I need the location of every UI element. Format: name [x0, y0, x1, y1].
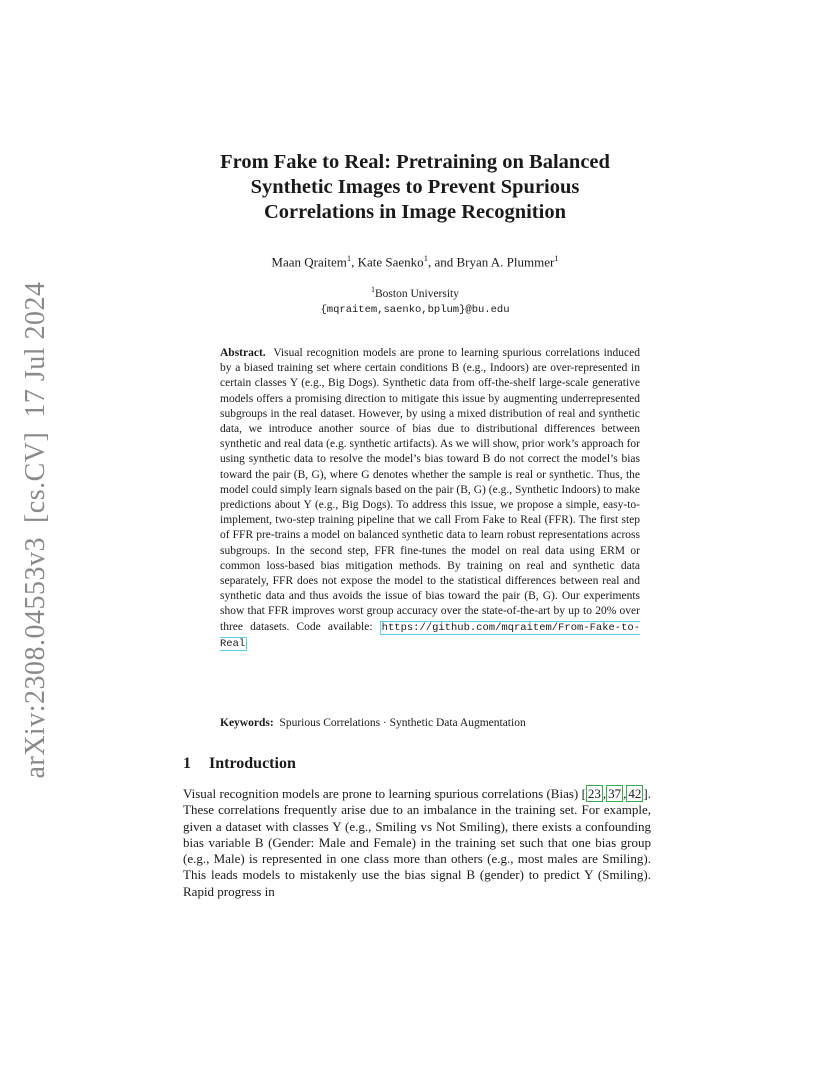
- title-line: From Fake to Real: Pretraining on Balanced: [220, 151, 610, 173]
- citation-link[interactable]: 37: [608, 786, 622, 801]
- author-list: [170, 253, 660, 270]
- abstract: [220, 346, 640, 652]
- author-emails: {mqraitem,saenko,bplum}@bu.edu: [320, 303, 510, 316]
- intro-text: Visual recognition models are prone to learning spurious correlations (Bias): [183, 786, 582, 801]
- author-separator: ,: [351, 254, 358, 270]
- code-link[interactable]: https://github.com/mqraitem/From-Fake-to-Real: [220, 621, 641, 650]
- section-number: 1: [183, 755, 191, 772]
- title-line: Synthetic Images to Prevent Spurious: [250, 176, 580, 198]
- intro-text: . These correlations frequently arise due to an imbalance in the training set. For example, given a dataset with classes Y (e.g., Smiling vs Not Smiling), there exists a confounding bias variable B (Gender: Male and Female) in the training set such that one bias group (e.g., Male) is represented in one class more than others (e.g., most males are Smiling). This leads models to mistakenly use the bias signal B (gender) to predict Y (Smiling). Rapid progress in: [183, 786, 651, 899]
- intro-paragraph: Visual recognition models are prone to learning spurious correlations (Bias) [ 23 , 37 , 42 ]. These correlations frequently arise due to an imbalance in the training set. For example, given a dataset with classes Y (e.g., Smiling vs Not Smiling), there exists a confounding bias variable B (Gender: Male and Female) in the training set such that one bias group (e.g., Male) is represented in one class more than others (e.g., most males are Smiling). This leads models to mistakenly use the bias signal B (gender) to predict Y (Smiling). Rapid progress in: [183, 786, 651, 899]
- author-name: Maan Qraitem: [271, 254, 347, 270]
- affiliation-block: [170, 282, 660, 318]
- abstract-label: Abstract.: [220, 347, 266, 359]
- keyword: Synthetic Data Augmentation: [389, 717, 526, 729]
- section-title: Introduction: [209, 755, 296, 772]
- citation-link[interactable]: 42: [628, 786, 642, 801]
- arxiv-category: [cs.CV]: [20, 431, 51, 524]
- keyword: Spurious Correlations: [279, 717, 381, 729]
- keywords-label: Keywords:: [220, 717, 274, 729]
- affiliation-mark: 1: [370, 285, 375, 294]
- keyword-separator: ·: [380, 717, 390, 729]
- section-heading: [183, 755, 296, 773]
- affiliation: [170, 282, 660, 302]
- abstract-text: Visual recognition models are prone to learning spurious correlations induced by a biased training set where certain conditions B (e.g., Indoors) are over-represented in certain classes Y (e.g., Big Dogs). Synthetic data from off-the-shelf large-scale generative models offers a promising direction to mitigate this issue by augmenting underrepresented subgroups in the real dataset. However, by using a mixed distribution of real and synthetic data, we introduce another source of bias due to distributional differences between synthetic and real data (e.g. synthetic artifacts). As we will show, prior work’s approach for using synthetic data to resolve the model’s bias toward B do not correct the model’s bias toward the pair (B, G), where G denotes whether the sample is real or synthetic. Thus, the model could simply learn signals based on the pair (B, G) (e.g., Synthetic Indoors) to make predictions about Y (e.g., Big Dogs). To address this issue, we propose a simple, easy-to-implement, two-step training pipeline that we call From Fake to Real (FFR). The first step of FFR pre-trains a model on balanced synthetic data to learn robust representations across subgroups. In the second step, FFR fine-tunes the model on real data using ERM or common loss-based bias mitigation methods. By training on real and synthetic data separately, FFR does not expose the model to the statistical differences between real and synthetic data and thus avoids the issue of bias toward the pair (B, G). Our experiments show that FFR improves worst group accuracy over the state-of-the-art by up to 20% over three datasets. Code available:: [220, 347, 641, 633]
- author-affiliation-mark: 1: [554, 253, 559, 263]
- arxiv-date: 17 Jul 2024: [20, 281, 51, 418]
- author-name: Bryan A. Plummer: [456, 254, 555, 270]
- title-line: Correlations in Image Recognition: [264, 201, 566, 223]
- paper-title: [170, 150, 660, 225]
- author-affiliation-mark: 1: [346, 253, 352, 263]
- author-affiliation-mark: 1: [423, 253, 428, 263]
- arxiv-id: arXiv:2308.04553v3: [20, 537, 51, 779]
- affiliation-name: Boston University: [374, 287, 459, 300]
- keywords: [220, 716, 640, 731]
- author-name: Kate Saenko: [357, 254, 424, 270]
- citation-link[interactable]: 23: [587, 786, 601, 801]
- author-separator: , and: [427, 254, 457, 270]
- arxiv-side-stamp: [20, 281, 52, 778]
